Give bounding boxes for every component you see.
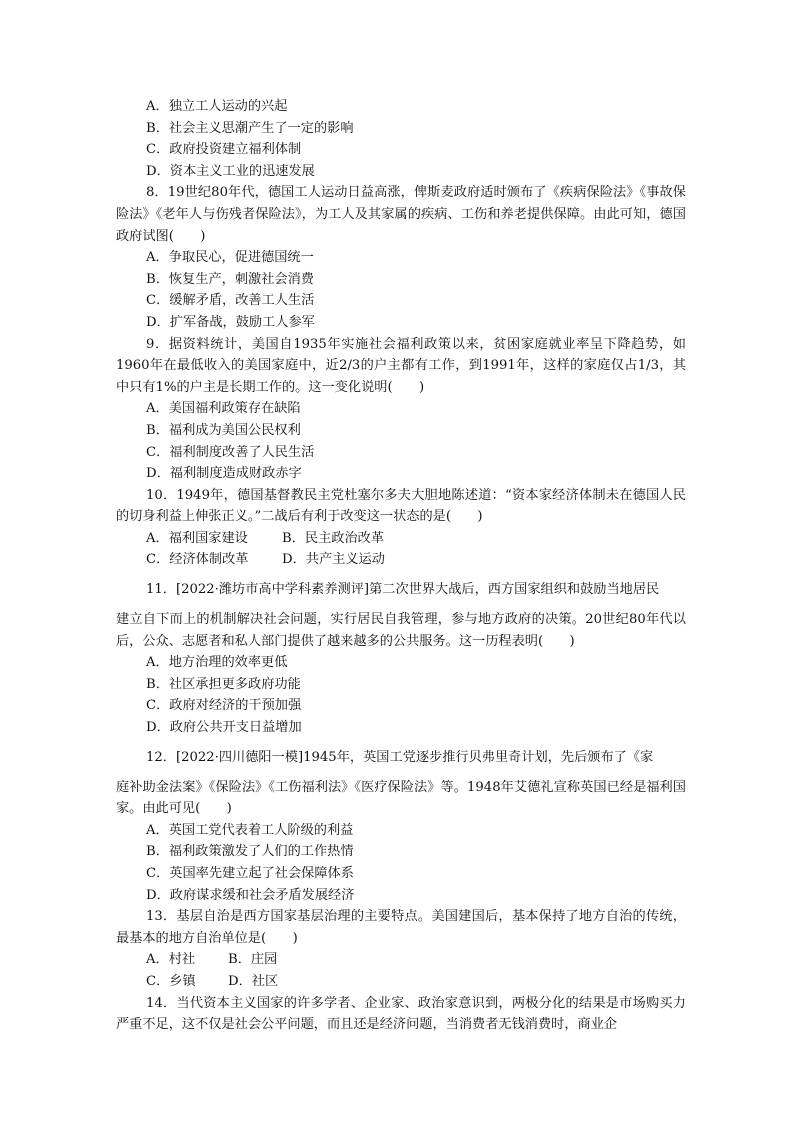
q12-option-a: A．英国工党代表着工人阶级的利益	[146, 822, 354, 838]
question-list	[116, 96, 686, 1036]
q13-options-row-2	[146, 971, 686, 993]
q10-options-row-1	[146, 528, 686, 550]
q11-stem-rest: 建立自下而上的机制解决社会问题，实行居民自我管理，参与地方政府的决策。20世纪80年代以后，公众、志愿者和私人部门提供了越来越多的公共服务。这一历程表明( )	[116, 612, 686, 649]
q10-options-row-2	[146, 549, 686, 571]
q10-option-d: D．共产主义运动	[282, 552, 385, 568]
q8-option-a: A．争取民心，促进德国统一	[146, 250, 314, 266]
q13-option-a: A．村社	[146, 952, 196, 968]
q7-option-a: A．独立工人运动的兴起	[146, 99, 288, 114]
q14-stem: 14．当代资本主义国家的许多学者、企业家、政治家意识到，两极分化的结果是市场购买力严重不足，这不仅是社会公平问题，而且还是经济问题，当消费者无钱消费时，商业企	[116, 995, 686, 1033]
q11-option-d: D．政府公共开支日益增加	[146, 720, 302, 736]
q10-option-c: C．经济体制改革	[146, 552, 249, 568]
q12-option-b: B．福利政策激发了人们的工作热情	[146, 844, 354, 860]
q9-option-b: B．福利成为美国公民权利	[146, 422, 301, 438]
q8-option-c: C．缓解矛盾，改善工人生活	[146, 293, 315, 309]
q8-option-d: D．扩军备战，鼓励工人参军	[146, 314, 315, 330]
q10-stem: 10．1949年，德国基督教民主党杜塞尔多夫大胆地陈述道：“资本家经济体制未在德国人民的切身利益上伸张正义。”二战后有利于改变这一状态的是( )	[116, 487, 686, 525]
q11-option-a: A．地方治理的效率更低	[146, 655, 288, 671]
q7-option-b: B．社会主义思潮产生了一定的影响	[146, 120, 354, 136]
q9-option-c: C．福利制度改善了人民生活	[146, 444, 315, 460]
q9-option-a: A．美国福利政策存在缺陷	[146, 401, 301, 417]
q8-option-b: B．恢复生产，刺激社会消费	[146, 271, 314, 287]
q7-option-c: C．政府投资建立福利体制	[146, 142, 302, 158]
q12-stem-rest: 庭补助金法案》《保险法》《工伤福利法》《医疗保险法》等。1948年艾德礼宣称英国已经是福利国家。由此可见( )	[116, 779, 686, 817]
q7-option-d: D．资本主义工业的迅速发展	[146, 163, 315, 179]
q13-option-d: D．社区	[228, 973, 279, 989]
q9-stem: 9．据资料统计，美国自1935年实施社会福利政策以来，贫困家庭就业率呈下降趋势，如1960年在最低收入的美国家庭中，近2/3的户主都有工作，到1991年，这样的家庭仅占1/3，其中只有1%的户主是长期工作的。这一变化说明( )	[116, 336, 686, 395]
q13-stem: 13．基层自治是西方国家基层治理的主要特点。美国建国后，基本保持了地方自治的传统，最基本的地方自治单位是( )	[116, 909, 686, 946]
q12-option-c: C．英国率先建立起了社会保障体系	[146, 866, 354, 881]
q12-option-d: D．政府谋求缓和社会矛盾发展经济	[146, 887, 355, 903]
q13-options-row-1	[146, 949, 686, 971]
q9-option-d: D．福利制度造成财政赤字	[146, 466, 302, 482]
q13-option-b: B．庄园	[228, 952, 278, 968]
q11-option-b: B．社区承担更多政府功能	[146, 676, 301, 692]
q13-option-c: C．乡镇	[146, 973, 196, 989]
q8-stem: 8．19世纪80年代，德国工人运动日益高涨，俾斯麦政府适时颁布了《疾病保险法》《事故保险法》《老年人与伤残者保险法》，为工人及其家属的疾病、工伤和养老提供保障。由此可知，德国政府试图( )	[116, 185, 686, 244]
q11-option-c: C．政府对经济的干预加强	[146, 698, 302, 714]
q10-option-a: A．福利国家建设	[146, 530, 248, 546]
q12-stem-first-line: 12．[2022·四川德阳一模]1945年，英国工党逐步推行贝弗里奇计划，先后颁布了《家	[146, 749, 654, 765]
q11-stem-first-line: 11．[2022·潍坊市高中学科素养测评]第二次世界大战后，西方国家组织和鼓励当地居民	[146, 582, 660, 598]
q10-option-b: B．民主政治改革	[282, 530, 385, 546]
